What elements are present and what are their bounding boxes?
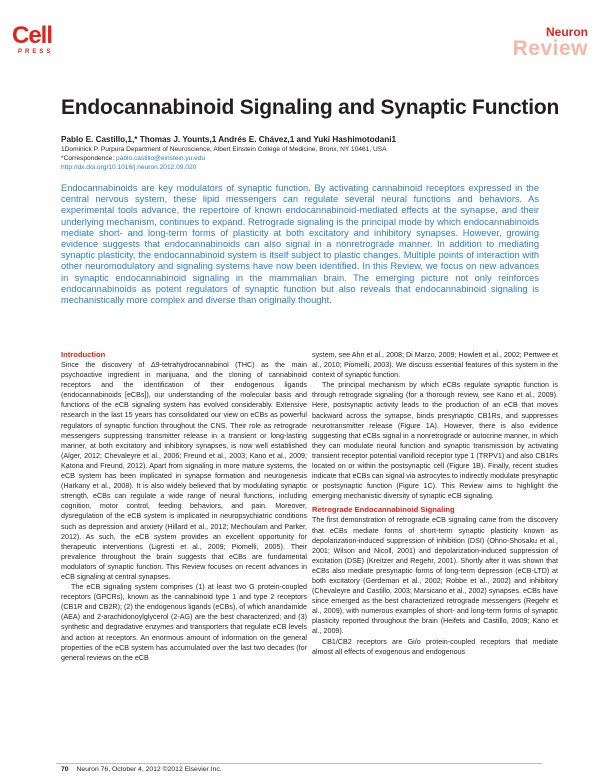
intro-paragraph-3: The principal mechanism by which eCBs regulate synaptic function is through retrograde signaling (for a thorough review, see Kano et al., 2009). Here, postsynaptic activity leads to the production of an eCB that moves backward across the synapse, binds presynaptic CB1Rs, and suppresses neurotransmitter release (Figure 1A). However, there is also evidence suggesting that eCBs signal in a nonretrograde or autocrine manner, in which they can modulate neural function and synaptic transmission by activating transient receptor potential vanilloid receptor type 1 (TRPV1) and also CB1Rs located on or within the postsynaptic cell (Figure 1B). Finally, recent studies indicate that eCBs can signal via astrocytes to indirectly modulate presynaptic or postsynaptic function (Figure 1C). This Review aims to highlight the emerging mechanistic diversity of synaptic eCB signaling. xyxy=(312,381,558,501)
footer-citation: Neuron 76, October 4, 2012 ©2012 Elsevier Inc. xyxy=(76,766,222,773)
logo-main-text: Cell xyxy=(12,22,53,49)
doi-link[interactable]: http://dx.doi.org/10.1016/j.neuron.2012.09.020 xyxy=(61,164,197,171)
page-footer xyxy=(61,766,222,773)
affiliation: 1Dominick P. Purpura Department of Neuroscience, Albert Einstein College of Medicine, Bronx, NY 10461, USA xyxy=(61,146,387,153)
introduction-heading: Introduction xyxy=(61,350,106,359)
intro-paragraph-1: Since the discovery of Δ9-tetrahydrocannabinol (THC) as the main psychoactive ingredient in marijuana, and the cloning of cannabinoid receptors and the identification of their endogenous ligands (endocannabinoids [eCBs]), our understanding of the molecular basis and functions of the eCB signaling system has evolved considerably. Extensive research in the last 15 years has consolidated our view on eCBs as powerful regulators of synaptic function throughout the CNS. Their role as retrograde messengers suppressing transmitter release in a transient or long-lasting manner, at both excitatory and inhibitory synapses, is now well established (Alger, 2012; Chevaleyre et al., 2006; Freund et al., 2003; Kano et al., 2009; Katona and Freund, 2012). Apart from signaling in more mature systems, the eCB system has been implicated in synapse formation and neurogenesis (Harkany et al., 2008). It is also widely believed that by modulating synaptic strength, eCBs can regulate a wide range of neural functions, including cognition, motor control, feeding behaviors, and pain. Moreover, dysregulation of the eCB system is implicated in neuropsychiatric conditions such as depression and anxiety (Hillard et al., 2012; Mechoulam and Parker, 2012). As such, the eCB system provides an excellent opportunity for therapeutic interventions (Ligresti et al., 2009; Piomelli, 2005). Their prevalence throughout the brain suggests that eCBs are fundamental modulators of synaptic function. This Review focuses on recent advances in eCB signaling at central synapses. xyxy=(61,361,307,581)
correspondence-label: *Correspondence: xyxy=(61,155,115,162)
footer-divider xyxy=(56,763,542,764)
intro-paragraph-2-continued: system, see Ahn et al., 2008; Di Marzo, 2009; Howlett et al., 2002; Pertwee et al., 2010; Piomelli, 2003). We discuss essential features of this system in the context of synaptic function. xyxy=(312,351,558,380)
retrograde-paragraph-1: The first demonstration of retrograde eCB signaling came from the discovery that eCBs mediate forms of short-term synaptic plasticity known as depolarization-induced suppression of inhibition (DSI) (Ohno-Shosaku et al., 2001; Wilson and Nicoll, 2001) and depolarization-induced suppression of excitation (DSE) (Kreitzer and Regehr, 2001). Shortly after it was shown that eCBs also mediate presynaptic forms of long-term depression (eCB-LTD) at both excitatory (Gerdeman et al., 2002; Robbe et al., 2002) and inhibitory (Chevaleyre and Castillo, 2003; Marsicano et al., 2002) synapses. eCBs have since emerged as the best characterized retrograde messengers (Regehr et al., 2009), with numerous examples of short- and long-term forms of synaptic plasticity reported throughout the brain (Heifets and Castillo, 2009; Kano et al., 2009). xyxy=(312,516,558,636)
intro-paragraph-2: The eCB signaling system comprises (1) at least two G protein-coupled receptors (GPCRs), known as the cannabinoid type 1 and type 2 receptors (CB1R and CB2R); (2) the endogenous ligands (eCBs), of which anandamide (AEA) and 2-arachidonoylglycerol (2-AG) are the best characterized; and (3) synthetic and degradative enzymes and transporters that regulate eCB levels and action at receptors. An enormous amount of information on the general properties of the eCB system has accumulated over the last two decades (for general reviews on the eCB xyxy=(61,583,307,662)
journal-name: Neuron xyxy=(546,25,588,39)
right-column xyxy=(312,350,558,657)
correspondence-email-link[interactable]: pablo.castillo@einstein.yu.edu xyxy=(116,155,206,162)
cell-press-logo xyxy=(12,22,58,62)
abstract: Endocannabinoids are key modulators of synaptic function. By activating cannabinoid receptors expressed in the central nervous system, these lipid messengers can regulate several neural functions and behaviors. As experimental tools advance, the repertoire of known endocannabinoid-mediated effects at the synapse, and their underlying mechanism, continues to expand. Retrograde signaling is the principal mode by which endocannabinoids mediate short- and long-term forms of plasticity at both excitatory and inhibitory synapses. However, growing evidence suggests that endocannabinoids can also signal in a nonretrograde manner. In addition to mediating synaptic plasticity, the endocannabinoid system is itself subject to plastic changes. Multiple points of interaction with other neuromodulatory and signaling systems have now been identified. In this Review, we focus on new advances in synaptic endocannabinoid signaling in the mammalian brain. The emerging picture not only reinforces endocannabinoids as potent regulators of synaptic function but also reveals that endocannabinoid signaling is mechanistically more complex and diverse than originally thought. xyxy=(61,183,539,306)
retrograde-paragraph-2: CB1/CB2 receptors are Gi/o protein-coupled receptors that mediate almost all effects of exogenous and endogenous xyxy=(312,637,558,656)
front-matter xyxy=(61,134,541,172)
page-number: 70 xyxy=(61,766,69,773)
author-list: Pablo E. Castillo,1,* Thomas J. Younts,1 Andrés E. Chávez,1 and Yuki Hashimotodani1 xyxy=(61,135,397,144)
left-column xyxy=(61,350,307,663)
correspondence xyxy=(61,154,541,163)
logo-press-text: PRESS xyxy=(18,49,54,55)
article-title: Endocannabinoid Signaling and Synaptic Function xyxy=(61,96,560,119)
section-label: Review xyxy=(512,37,588,60)
retrograde-heading: Retrograde Endocannabinoid Signaling xyxy=(312,505,455,515)
